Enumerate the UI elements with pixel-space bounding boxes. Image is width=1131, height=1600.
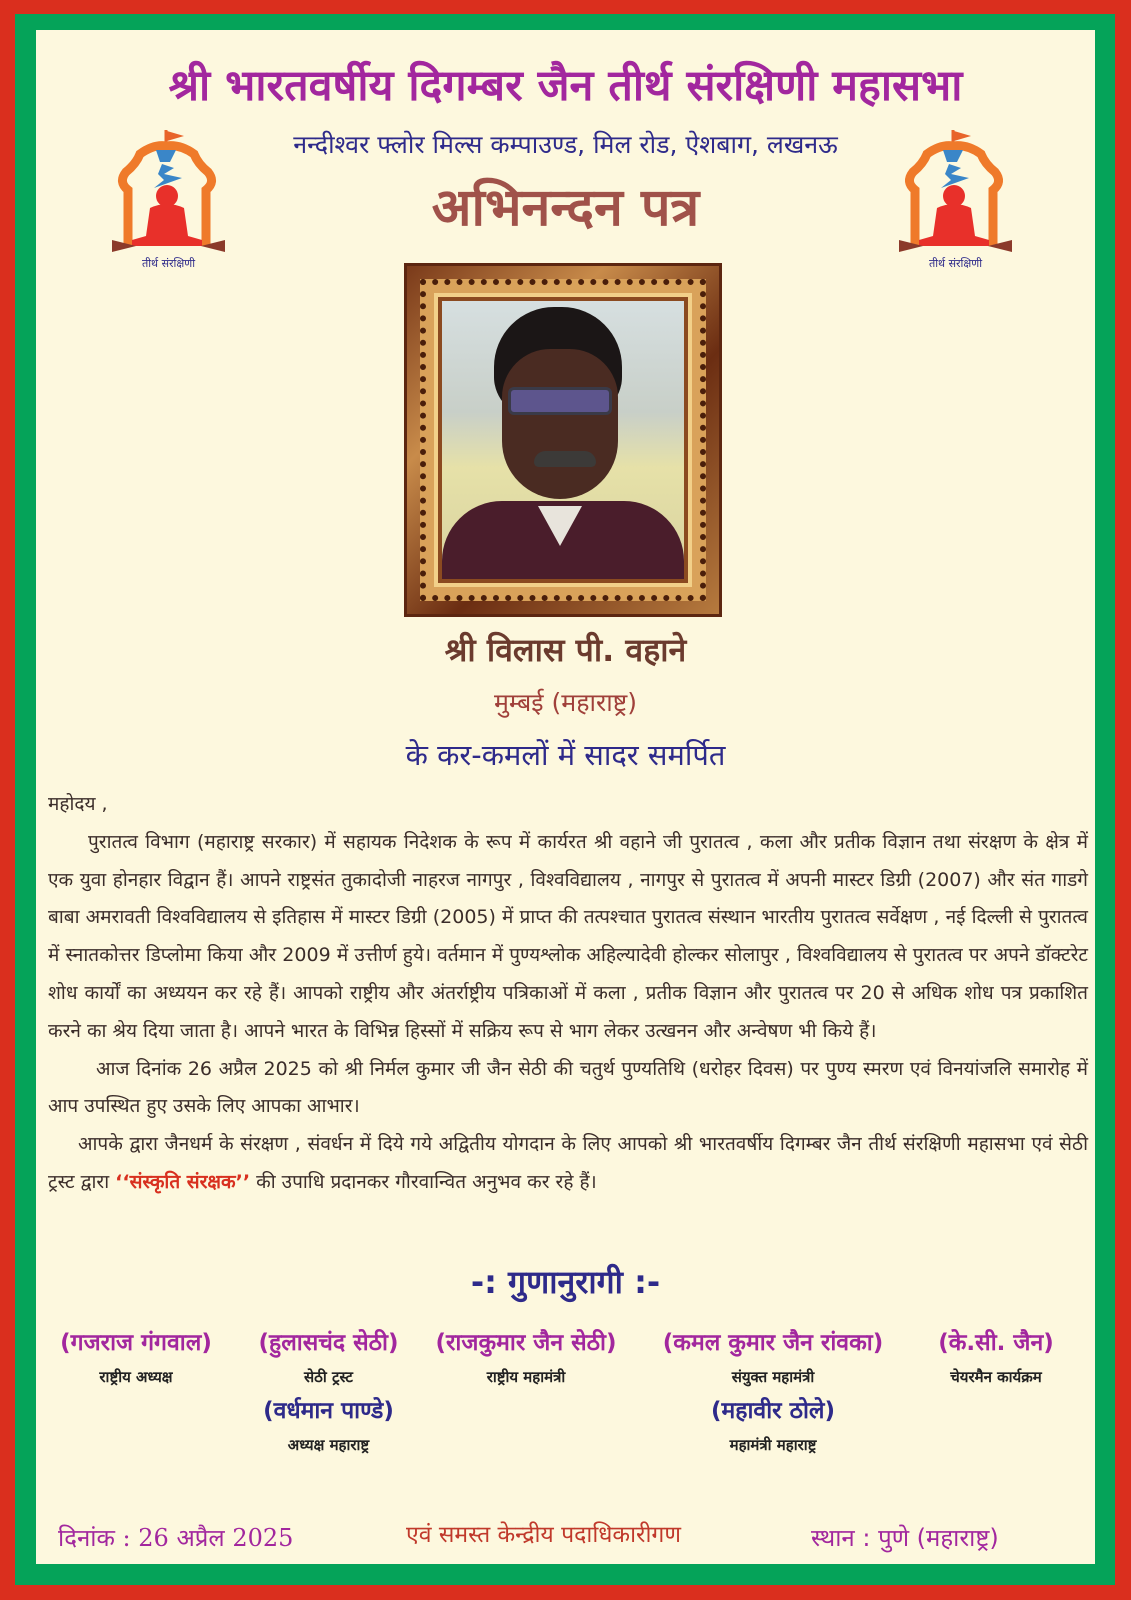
footer-place: स्थान : पुणे (महाराष्ट्र): [811, 1524, 999, 1552]
organization-title: श्री भारतवर्षीय दिगम्बर जैन तीर्थ संरक्षिणी महासभा: [168, 61, 963, 111]
tirth-sanrakshini-logo-left: [106, 128, 231, 268]
signatory-4: (कमल कुमार जैन रांवका) संयुक्त महामंत्री (महावीर ठोले) महामंत्री महाराष्ट्र: [662, 1330, 884, 1454]
title-conferred: ‘‘संस्कृति संरक्षक’’: [115, 1170, 251, 1193]
signatory-5: (के.सी. जैन) चेयरमैन कार्यक्रम: [938, 1330, 1054, 1386]
logo-caption: तीर्थ संरक्षिणी: [928, 257, 983, 270]
signatory-1: (गजराज गंगवाल) राष्ट्रीय अध्यक्ष: [60, 1330, 212, 1386]
paragraph-1: पुरातत्व विभाग (महाराष्ट्र सरकार) में सहायक निदेशक के रूप में कार्यरत श्री वहाने जी पुरातत्व , कला और प्रतीक विज्ञान तथा संरक्षण के क्षेत्र में एक युवा होनहार विद्वान हैं। आपने राष्ट्रसंत तुकादोजी नाहरज नागपुर , विश्वविद्यालय , नागपुर से पुरातत्व में अपनी मास्टर डिग्री (2007) और संत गाडगे बाबा अमरावती विश्वविद्यालय से इतिहास में मास्टर डिग्री (2005) में प्राप्त की तत्पश्चात पुरातत्व संस्थान भारतीय पुरातत्व सर्वेक्षण , नई दिल्ली से पुरातत्व में स्नातकोत्तर डिप्लोमा किया और 2009 में उत्तीर्ण हुये। वर्तमान में पुण्यश्लोक अहिल्यादेवी होल्कर सोलापुर , विश्वविद्यालय से पुरातत्व पर अपने डॉक्टरेट शोध कार्यों का अध्ययन कर रहे हैं। आपको राष्ट्रीय और अंतर्राष्ट्रीय पत्रिकाओं में कला , प्रतीक विज्ञान और पुरातत्व पर 20 से अधिक शोध पत्र प्रकाशित करने का श्रेय दिया जाता है। आपने भारत के विभिन्न हिस्सों में सक्रिय रूप से भाग लेकर उत्खनन और अन्वेषण भी किये हैं।: [48, 830, 1088, 1042]
signatory-3: (राजकुमार जैन सेठी) राष्ट्रीय महामंत्री: [435, 1330, 617, 1386]
admirers-heading: -: गुणानुरागी :-: [470, 1263, 661, 1301]
paragraph-3: आपके द्वारा जैनधर्म के संरक्षण , संवर्धन में दिये गये अद्वितीय योगदान के लिए आपको श्री भारतवर्षीय दिगम्बर जैन तीर्थ संरक्षिणी महासभा एवं सेठी ट्रस्ट द्वारा ‘‘संस्कृति संरक्षक’’ की उपाधि प्रदानकर गौरवान्वित अनुभव कर रहे हैं।: [48, 1133, 1088, 1193]
salutation: महोदय ,: [48, 793, 108, 815]
logo-caption: तीर्थ संरक्षिणी: [141, 257, 196, 270]
certificate-heading: अभिनन्दन पत्र: [431, 178, 700, 238]
honoree-name: श्री विलास पी. वहाने: [444, 631, 687, 669]
certificate-paper: [36, 30, 1095, 1564]
tirth-sanrakshini-logo-right: [893, 128, 1018, 268]
portrait-frame: [404, 263, 722, 617]
temple-logo-icon: [893, 128, 1018, 256]
footer-date: दिनांक : 26 अप्रैल 2025: [58, 1524, 294, 1552]
signatory-2: (हुलासचंद सेठी) सेठी ट्रस्ट (वर्धमान पाण्डे) अध्यक्ष महाराष्ट्र: [258, 1330, 399, 1454]
paragraph-2: आज दिनांक 26 अप्रैल 2025 को श्री निर्मल कुमार जी जैन सेठी की चतुर्थ पुण्यतिथि (धरोहर दिवस) पर पुण्य स्मरण एवं विनयांजलि समारोह में आप उपस्थित हुए उसके लिए आपका आभार।: [48, 1057, 1088, 1118]
footer-all-officials: एवं समस्त केन्द्रीय पदाधिकारीगण: [406, 1522, 681, 1548]
dedication-line: के कर-कमलों में सादर समर्पित: [405, 738, 726, 772]
letter-body: [48, 786, 1088, 1202]
honoree-city: मुम्बई (महाराष्ट्र): [493, 688, 638, 717]
temple-logo-icon: [106, 128, 231, 256]
organization-address: नन्दीश्वर फ्लोर मिल्स कम्पाउण्ड, मिल रोड, ऐशबाग, लखनऊ: [293, 130, 838, 159]
glasses: [508, 387, 612, 415]
honoree-portrait: [442, 301, 684, 579]
